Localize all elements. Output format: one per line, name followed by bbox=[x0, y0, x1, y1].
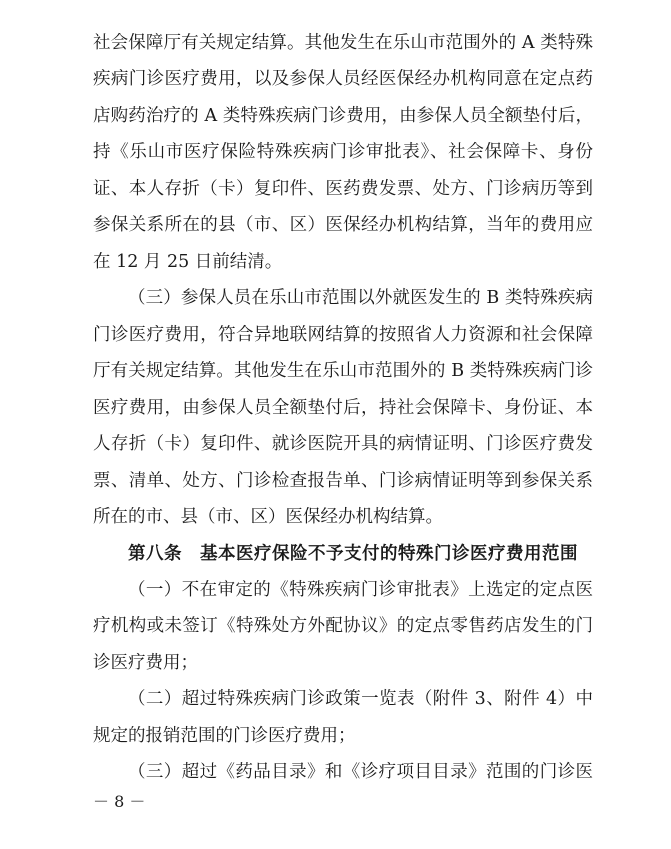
page-number: － 8 － bbox=[93, 792, 146, 811]
text-line: 持《乐山市医疗保险特殊疾病门诊审批表》、社会保障卡、身份 bbox=[93, 142, 593, 162]
text-line: 证、本人存折（卡）复印件、医药费发票、处方、门诊病历等到 bbox=[93, 179, 593, 199]
article-heading: 第八条 基本医疗保险不予支付的特殊门诊医疗费用范围 bbox=[128, 544, 578, 564]
text-line: 店购药治疗的 A 类特殊疾病门诊费用，由参保人员全额垫付后， bbox=[93, 106, 593, 126]
text-line: 人存折（卡）复印件、就诊医院开具的病情证明、门诊医疗费发 bbox=[93, 434, 593, 454]
text-line: 厅有关规定结算。其他发生在乐山市范围外的 B 类特殊疾病门诊 bbox=[93, 361, 593, 381]
text-line: （二）超过特殊疾病门诊政策一览表（附件 3、附件 4）中 bbox=[128, 689, 593, 709]
text-line: 在 12 月 25 日前结清。 bbox=[93, 252, 283, 272]
text-line: 社会保障厅有关规定结算。其他发生在乐山市范围外的 A 类特殊 bbox=[93, 33, 593, 53]
text-line: 参保关系所在的县（市、区）医保经办机构结算，当年的费用应 bbox=[93, 215, 593, 235]
text-line: （一）不在审定的《特殊疾病门诊审批表》上选定的定点医 bbox=[128, 580, 593, 600]
text-line: 门诊医疗费用，符合异地联网结算的按照省人力资源和社会保障 bbox=[93, 325, 593, 345]
text-line: 疾病门诊医疗费用，以及参保人员经医保经办机构同意在定点药 bbox=[93, 69, 593, 89]
text-line: （三）参保人员在乐山市范围以外就医发生的 B 类特殊疾病 bbox=[128, 288, 593, 308]
text-line: 所在的市、县（市、区）医保经办机构结算。 bbox=[93, 507, 443, 527]
text-line: 疗机构或未签订《特殊处方外配协议》的定点零售药店发生的门 bbox=[93, 616, 593, 636]
text-line: （三）超过《药品目录》和《诊疗项目目录》范围的门诊医 bbox=[128, 762, 593, 782]
text-line: 规定的报销范围的门诊医疗费用； bbox=[93, 726, 356, 746]
text-line: 票、清单、处方、门诊检查报告单、门诊病情证明等到参保关系 bbox=[93, 471, 593, 491]
text-line: 诊医疗费用； bbox=[93, 653, 198, 673]
text-line: 医疗费用，由参保人员全额垫付后，持社会保障卡、身份证、本 bbox=[93, 398, 593, 418]
